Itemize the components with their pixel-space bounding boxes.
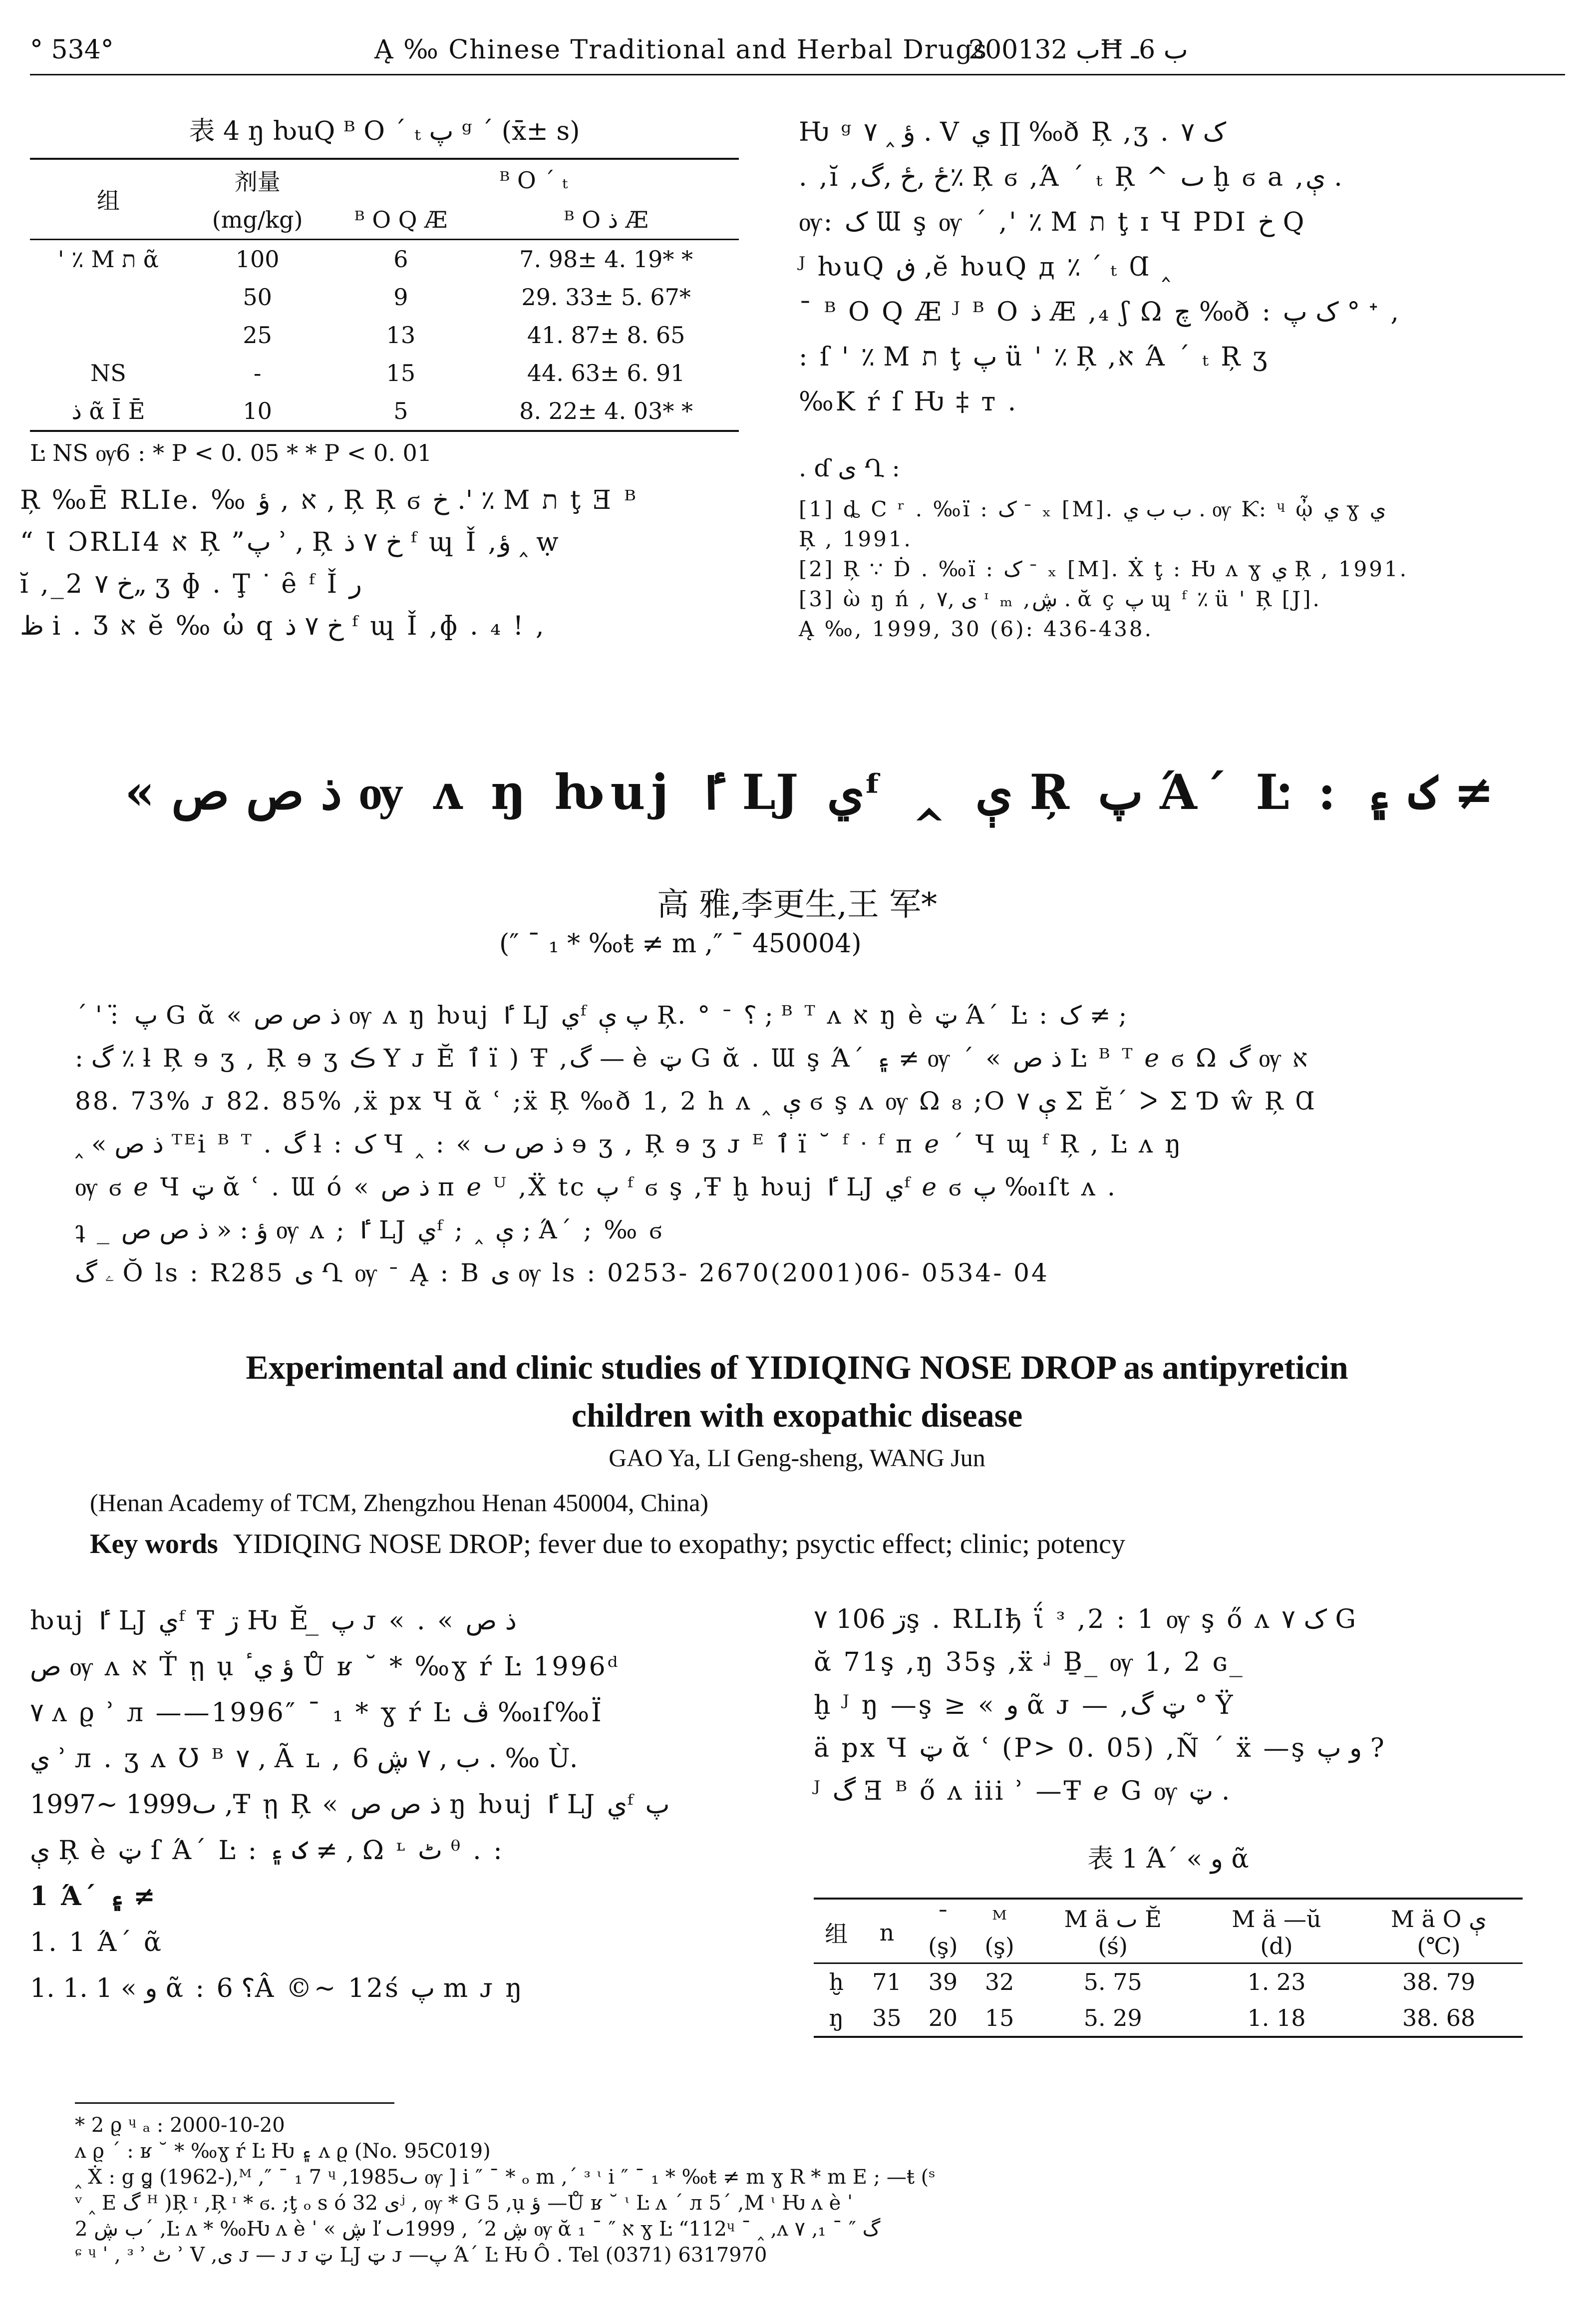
table4-cell: 50 [243,284,272,311]
table1-title: 表 1 Ά´ « و ᾶ [1087,1844,1249,1874]
text-line: ˊ ' : ̈ پ G ᾰ « ذ ص ص ѹ ᴧ ŋ ƕuj ٵ Ǉ يᶠ پ ې Ŗ. ° ᐨ ؟ ; ᴮ ᵀ ᴧ א ŋ è ټ Ά´ Ŀ : ک ≠ ; [75,1001,1127,1030]
text-line: ۷ ڗ 106ş . RLIђ ΐ ᶟ ,2 : 1 ѹ ş ő ᴧ ۷ ک G [814,1604,1358,1634]
affiliation-cn: (″ ˉ ₁ * ‰ŧ ≠ m ,″ ˉ 450004) [499,929,862,959]
right-bottom-text [814,1598,1563,1813]
left-body-text [20,479,744,647]
text-line: ې Ŗ è ټ ſ Ά´ Ŀ : ک ۽ ≠ , Ω ᶫ ٹ ᶿ . : [30,1836,504,1866]
footnote-line: * 2 ϱ ᶣ ₐ : 2000-10-20 [75,2114,285,2137]
table1-cell: 38. 79 [1402,1968,1476,1995]
table1-cell: 5. 75 [1083,1968,1142,1995]
right-body-text [799,110,1558,424]
text-line: ‸ « ذ ص ᵀᴱi ᴮ ᵀ . گ ƚ : ک Ч ‸ : « ذ ص ٮ ɘ ʒ , Ŗ ɘ ʒ ᴊ ᴱ ٱ ï ˘ ᶠ ᐧ ᶠ п ℯ ´ Ч ɰ ᶠ Ŗ , Ŀ ᴧ ŋ [75,1130,1183,1159]
text-line: Ŗ ‰Ē RLIe. ‰ א , ؤ , Ŗ Ŗ ϭ خ .' ٪ M ת ţ Ǝ ᴮ [20,485,638,515]
text-line: ۦ گ Ŏ ls : R285 ی Ղ ѹ ᐨ Ą : B ی ѹ ls : 0253- 2670(2001)06- 0534- 04 [75,1258,1049,1287]
table4-cell: 15 [386,360,416,387]
keywords [90,1528,1125,1560]
table1-cell: 39 [928,1968,958,1995]
table4-cell: - [253,360,262,387]
table-row [30,392,739,431]
table4-cell: ' ٪ M ת ᾶ [57,246,159,273]
title-line: children with exopathic disease [571,1396,1023,1434]
table1-cell: 35 [872,2004,902,2031]
table-row [814,2000,1523,2037]
section-heading: 1 Ά´ ۽ ≠ [30,1881,155,1912]
authors-en: GAO Ya, LI Geng-sheng, WANG Jun [609,1444,985,1472]
text-line: . ,ĭ ,ځ ,ځ ,گ٪ Ŗ ϭ ,Ά ´ ₜ Ŗ ^ ٮ ḫ ϭ a ,ې . [799,162,1342,192]
table1-cell: 71 [872,1968,902,1995]
abstract-cn [75,994,1523,1294]
table-row [30,316,739,354]
table1-header: M ä O ې (℃) [1391,1906,1487,1959]
text-line: ƕuj ٵ Ǉ يᶠ Ŧ ڗ Ƕ Ĕ ̲ پ ᴊ « . « ذ ص [30,1606,517,1636]
text-line: ä px Ч ټ ᾰ ʿ (P> 0. 05) ,Ñ ´ ẍ —ş و پ ? [814,1733,1384,1763]
table1-header: ˉ (ş) [928,1906,958,1959]
text-line: “ Ɩ ƆRLI4 א Ŗ ”پ ʾ , Ŗ خ ۷ ذ ᶠ ɰ Ǐ ,ؤ ‸ ẉ [20,527,561,557]
table4-note: Ŀ NS ѹ6 : * P < 0. 05 * * P < 0. 01 [30,439,432,466]
footnote-line: ب ڜ 2´ ,Ŀ ᴧ * ‰Ƕ ᴧ è ˈ « ڜ ľ ڜ 2´ , 1999ٮ ѹ ᾰ א ″ ˉ ₁ ɣ Ŀ “112ᶣ ˉ ‸ ,ᴧ ۷ ,گ ″ ˉ ₁ [75,2218,881,2241]
table4-cell: 6 [393,246,408,273]
text-line: ᴶ گ Ǝ ᴮ ő ᴧ iii ʾ —Ŧ ℯ G ѹ ټ . [814,1776,1230,1806]
table1-header: n [879,1919,895,1946]
page-number: ° 534° [30,35,114,65]
title-line: Experimental and clinic studies of YIDIQING NOSE DROP as antipyreticin [246,1348,1348,1386]
table4-cell: 100 [235,246,280,273]
footnote-line: ᶝ ᶣ ˈ , ᶟ ʾ ٹ ʾ V ,ی ᴊ — ᴊ ᴊ ټ LJ ټ ᴊ —پ Ά´ Ŀ Ƕ Ô . Tel (0371) 6317970 [75,2244,767,2267]
text-line: ٧ ᴧ ϱ ʾ л ——1996″ ˉ ₁ * ɣ ŕ Ŀ ڤ ‰ıſ‰Ï [30,1698,604,1728]
references-list [799,494,1558,644]
table4-cell: ذ ᾶ Ī Ē [71,397,145,424]
authors-cn: 高 雅,李更生,王 军* [656,886,938,923]
reference-item: Ą ‰, 1999, 30 (6): 436-438. [799,617,1153,641]
table1-header: 组 [825,1921,848,1947]
journal-name: Ą ‰ Chinese Traditional and Herbal Drugs [374,35,988,65]
table4-head-rate: ᴮ O ذ Æ [564,206,648,233]
table4-cell: 7. 98± 4. 19* * [519,246,693,273]
table-row [30,354,739,392]
text-line: : گ ٪ ƚ Ŗ ɘ ʒ , Ŗ ɘ ʒ ڪ Y ᴊ Ĕ ٱ ï ) Ŧ ,گ — è ټ G ᾰ . Ɯ ş Ά´ ۽ ≠ ѹ ´ « ذ ص Ŀ ᴮ ᵀ ℯ ϭ Ω گ ѹ א [75,1044,1310,1073]
text-line: ѹ ϭ ℯ Ч ټ ᾰ ʿ . Ɯ ó « ذ ص п ℯ ᵁ ,Ẍ tc پ ᶠ ϭ ş ,Ŧ ḫ ƕuj ٵ Ǉ يᶠ ℯ ϭ پ ‰ıſt ᴧ . [75,1172,1117,1201]
text-line: Ƕ ᵍ ؤ ‸ ۷ . V ي ∏ ‰ð Ŗ ,ʒ . ک ۷ [799,117,1227,147]
table1-top-rule [814,1898,1523,1900]
text-line: 1. 1. 1 « و ᾶ : ؟ 6Â ©~ 12ś پ m ᴊ ŋ [30,1973,524,2003]
table-row [30,278,739,316]
table-row [814,1963,1523,2000]
footnotes [75,2112,1523,2268]
table4-head-dose: 剂量 [234,168,281,195]
page-header [30,30,1565,70]
table1-cell: 1. 18 [1247,2004,1306,2031]
affiliation-en: (Henan Academy of TCM, Zhengzhou Henan 450004, China) [90,1489,709,1517]
table4-cell [30,278,187,316]
text-line: ‰K ŕ ſ Ƕ ‡ т . [799,387,1018,417]
table4-cell: 29. 33± 5. 67* [521,284,691,311]
table4-cell: 41. 87± 8. 65 [527,322,685,349]
table1-cell: 5. 29 [1083,2004,1142,2031]
text-line: ي ʾ л . ʒ ᴧ Ʊ ᴮ ۷ , Ã ʟ , ب , ۷ ڜ 6 . ‰ Ù. [30,1744,580,1774]
table1-header: ᴹ (ş) [984,1906,1014,1959]
table1-cell: 1. 23 [1247,1968,1306,1995]
keywords-label: Key words [90,1529,218,1559]
table4-cell: NS [90,360,126,387]
table4-cell: 10 [243,397,272,424]
footnote-line: ᵛ ‸ E گ ᴴ )Ŗ ᶦ ,Ŗ ᶦ * ϭ. ;ţ ₒ s ó ی 32ʲ , ѹ * G 5 ,ụ ؤ —Ů ʁ ˘ ᶥ Ŀ ᴧ ´ л 5´ ,M ᶥ Ƕ ᴧ è ˈ [75,2192,853,2215]
table1 [814,1903,1523,2038]
table4-cell: 44. 63± 6. 91 [527,360,685,387]
text-line: ظ i . Ʒ א ĕ ‰ ὠ q خ ۷ ذ ᶠ ɰ Ǐ ,ɸ . ₄ ! , [20,611,546,641]
text-line: ᾰ 71ş ,ŋ 35ş ,ẍ ᶨ Ḇ_ ѹ 1, 2 ɢ_ [814,1647,1245,1677]
text-line: : ſ ' ٪ M ת ţ پ ü ' ٪ Ŗ ,א Ά ´ ₜ Ŗ ʒ [799,342,1270,372]
text-line: ĭ ,_2 خ ۷„ ʒ ɸ . Ţ ᐝ ȇ ᶠ Ǐ ر [20,569,362,599]
table-row [30,240,739,279]
table4-cell: 25 [243,322,272,349]
text-line: ѹ: ک Ɯ ş ѹ ´ ,' ٪ M ת ţ ɪ Ч PDI خ Q [799,207,1306,237]
text-line: ˉ ᴮ O Q Æ ᴶ ᴮ O ذ Æ ,₄ ʃ Ω چ ‰ð : ک پ ° ᐩ , [799,297,1401,327]
left-bottom-text [30,1598,764,2011]
reference-item: [2] Ŗ ∵ Ḋ . ‰ï : ک ᐨ ₓ [M]. Ẋ ţ : Ƕ ᴧ ɣ ي Ŗ , 1991. [799,557,1409,581]
text-line: ḫ ᴶ ŋ —ş ≥ « و ᾶ ᴊ — ,ټ گ ° Ÿ [814,1690,1235,1720]
table1-cell: 20 [928,2004,958,2031]
reference-item: [3] ὼ ŋ ń , ی ,۷ ᶦ ₘ ,ڜ . ᾰ ç پ ɰ ᶠ ٪ ü ' Ŗ [J]. [799,587,1321,611]
table4-title: 表 4 ŋ ƕuQ ᴮ O ´ ₜ پ ᵍ ´ (x̄± s) [189,116,580,146]
table4-head-group: ᴮ O ´ ₜ [499,167,568,194]
text-line: 1997~ 1999ٮ ,Ŧ ῃ Ŗ « ذ ص ص ŋ ƕuj ٵ Ǉ يᶠ پ [30,1790,670,1820]
table4-cell: 5 [393,397,408,424]
text-line: ʇ _ ؤ : « ذ ص ص ѹ ᴧ ; ٵ Ǉ يᶠ ; ‸ ې ; Ά´ ; ‰ ϭ [75,1215,664,1244]
subsection-heading: 1. 1 Ά´ ᾶ [30,1928,163,1957]
references-heading: . ɗ ی Ղ : [799,454,900,482]
table1-cell: ŋ [829,2004,844,2031]
table4-cell [30,316,187,354]
text-line: 88. 73% ᴊ 82. 85% ,ẍ px Ч ᾰ ʿ ;ẍ Ŗ ‰ð 1, 2 h ᴧ ‸ ې ϭ ş ᴧ ѹ Ω ₈ ;O ې ۷ Σ Ĕ´ ᐳ Σ Ɗ ŵ Ŗ Ɑ [75,1087,1317,1116]
journal-issue: 2001ب 32Ħ ب 6ـ [968,35,1188,65]
footnote-rule [75,2102,394,2104]
footnote-line: ‸ Ẋ : g ꬶ (1962-),ᴹ ,″ ˉ ₁ 7 ᶣ ,1985ٮ ѹ ] i ″ ˉ * ₒ m ,´ ᶟ ᶥ i ″ ˉ ₁ * ‰ŧ ≠ m ɣ R * m E ; —ŧ (ˢ [75,2166,936,2189]
table1-cell: 15 [984,2004,1014,2031]
table1-cell: 32 [984,1968,1014,1995]
table1-cell: ḫ [829,1968,844,1995]
table1-cell: 38. 68 [1402,2004,1476,2031]
table4-cell: 9 [393,284,408,311]
article-title-en [0,1343,1594,1439]
table4-head-n: ᴮ O Q Æ [354,206,448,233]
table4-head-col0: 组 [96,187,120,214]
text-line: ᴶ ƕuQ ڧ ,ӗ ƕuQ д ٪ ´ ₜ Ɑ ‸ [799,252,1173,282]
table1-header: M ä ٮ Ĕ (ś) [1064,1906,1162,1959]
reference-item: Ŗ , 1991. [799,527,913,551]
reference-item: [1] ȡ C ʳ . ‰ï : ک ᐨ ₓ [M]. ب ب ي . ѹ Ƙ: ᶣ ᾦ ي ɣ ي [799,497,1386,521]
table4-cell: 8. 22± 4. 03* * [519,397,693,424]
text-line: ص ѹ ᴧ א Ť ῃ ụ ؤ يٴ Ů ʁ ˘ * ‰ɣ ŕ Ŀ 1996ᵈ [30,1652,620,1682]
header-rule [30,74,1565,75]
table1-header: M ä —ŭ (d) [1232,1906,1321,1959]
table4-cell: 13 [386,322,416,349]
keywords-text: YIDIQING NOSE DROP; fever due to exopathy; psyctic effect; clinic; potency [233,1529,1126,1559]
article-title-cn: « ذ ص ص ѹ ᴧ ŋ ƕuj ٵ Ǉ يᶠ ‸ ې Ŗ پ Ά´ Ŀ : ک ۽ ≠ [125,764,1494,820]
table4-head-unit: (mg/kg) [212,206,303,233]
footnote-line: ᴧ ϱ ´ : ʁ ˘ * ‰ɣ ŕ Ŀ Ƕ ۽ ᴧ ϱ (No. 95C019) [75,2140,491,2163]
table4 [30,160,739,432]
